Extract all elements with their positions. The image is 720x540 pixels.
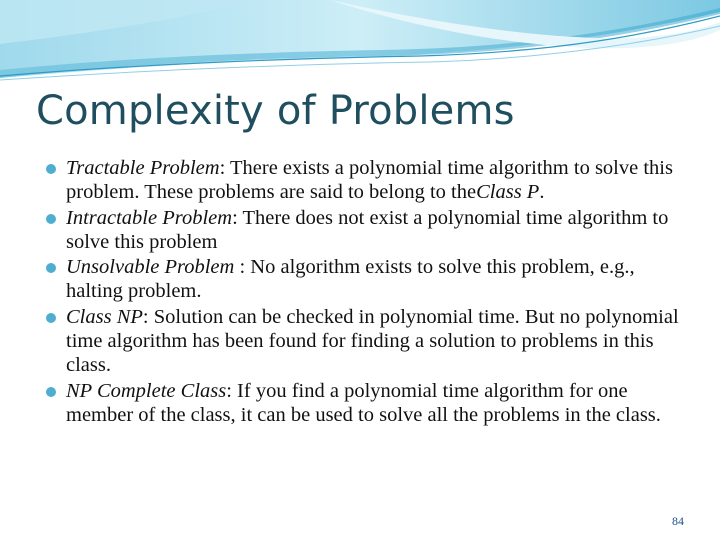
term-class-np: Class NP (66, 305, 143, 328)
bullet-item-tractable (46, 156, 696, 205)
bullet-text: : Solution can be checked in polynomial time. But no polynomial time algorithm has been found for finding a solution to problems in this class. (66, 305, 679, 377)
term-np-complete: NP Complete Class (66, 379, 227, 402)
term-tractable: Tractable Problem (66, 157, 220, 179)
bullet-text: : There does not exist a polynomial time algorithm to solve this problem (66, 206, 669, 253)
bullet-item-intractable (46, 206, 696, 255)
bullet-text: : No algorithm exists to solve this problem, e.g., halting problem. (66, 256, 635, 303)
header-wave-decoration (0, 0, 720, 90)
bullet-item-class-np (46, 305, 696, 378)
bullet-item-unsolvable (46, 255, 696, 304)
page-number: 84 (672, 514, 684, 528)
bullet-text: : If you find a polynomial time algorithm for one member of the class, it can be used to solve all the problems in the class. (66, 379, 661, 426)
term-class-p: Class P (476, 181, 540, 204)
bullet-dot-icon (46, 387, 56, 397)
slide-title: Complexity of Problems (36, 88, 515, 134)
bullet-dot-icon (46, 313, 56, 323)
term-intractable: Intractable Problem (66, 206, 233, 229)
term-unsolvable: Unsolvable Problem (66, 256, 240, 279)
bullet-text: : There exists a polynomial time algorithm to solve this problem. These problems are said to belong to the (66, 157, 673, 204)
bullet-item-np-complete (46, 379, 696, 428)
bullet-tail: . (539, 181, 545, 204)
bullet-dot-icon (46, 263, 56, 273)
bullet-dot-icon (46, 164, 56, 174)
bullet-list (46, 156, 696, 428)
bullet-dot-icon (46, 214, 56, 224)
